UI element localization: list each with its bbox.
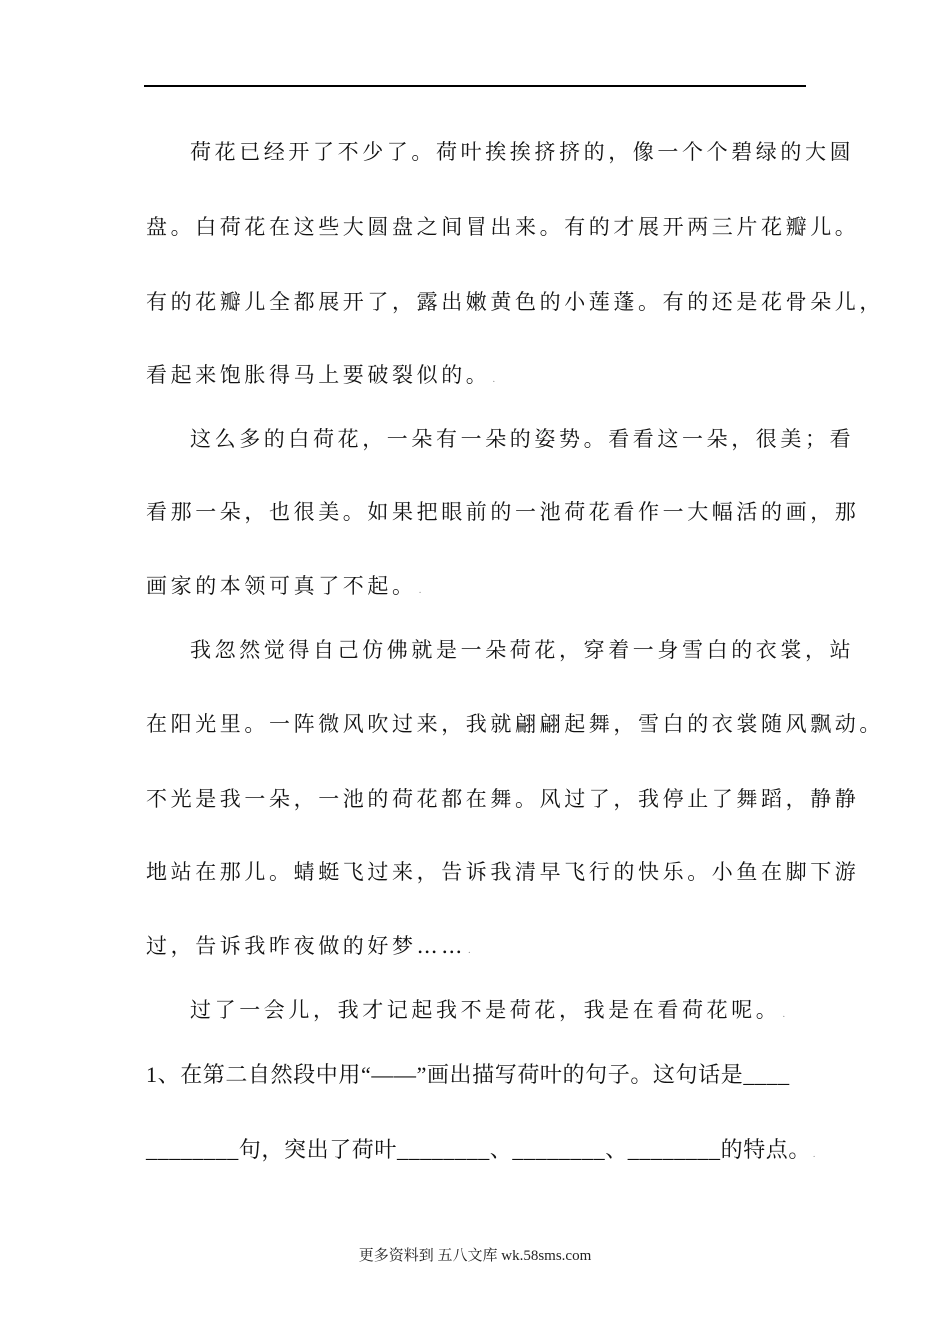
question-line: ________句，突出了荷叶________、________、________的特点。 . [146, 1137, 816, 1162]
passage-line: 有的花瓣儿全都展开了，露出嫩黄色的小莲蓬。有的还是花骨朵儿， [146, 290, 884, 314]
passage-line: 这么多的白荷花，一朵有一朵的姿势。看看这一朵，很美；看 [190, 427, 855, 451]
passage-line: 荷花已经开了不少了。荷叶挨挨挤挤的，像一个个碧绿的大圆 [190, 140, 855, 164]
passage-line: 不光是我一朵，一池的荷花都在舞。风过了，我停止了舞蹈，静静 [146, 787, 860, 811]
top-rule [144, 85, 806, 87]
passage-line: 看起来饱胀得马上要破裂似的。 . [146, 363, 496, 387]
passage-line: 过了一会儿，我才记起我不是荷花，我是在看荷花呢。 . [190, 998, 786, 1022]
passage-line: 地站在那儿。蜻蜓飞过来，告诉我清早飞行的快乐。小鱼在脚下游 [146, 860, 860, 884]
passage-line: 过，告诉我昨夜做的好梦…… . [146, 934, 471, 958]
passage-line: 盘。白荷花在这些大圆盘之间冒出来。有的才展开两三片花瓣儿。 [146, 215, 860, 239]
question-line: 1、在第二自然段中用“——”画出描写荷叶的句子。这句话是____ [146, 1062, 790, 1087]
passage-line: 画家的本领可真了不起。 . [146, 574, 422, 598]
passage-line: 在阳光里。一阵微风吹过来，我就翩翩起舞，雪白的衣裳随风飘动。 [146, 712, 884, 736]
passage-line: 看那一朵，也很美。如果把眼前的一池荷花看作一大幅活的画，那 [146, 500, 860, 524]
passage-line: 我忽然觉得自己仿佛就是一朵荷花，穿着一身雪白的衣裳，站 [190, 638, 855, 662]
footer-text: 更多资料到 五八文库 wk.58sms.com [358, 1248, 592, 1264]
